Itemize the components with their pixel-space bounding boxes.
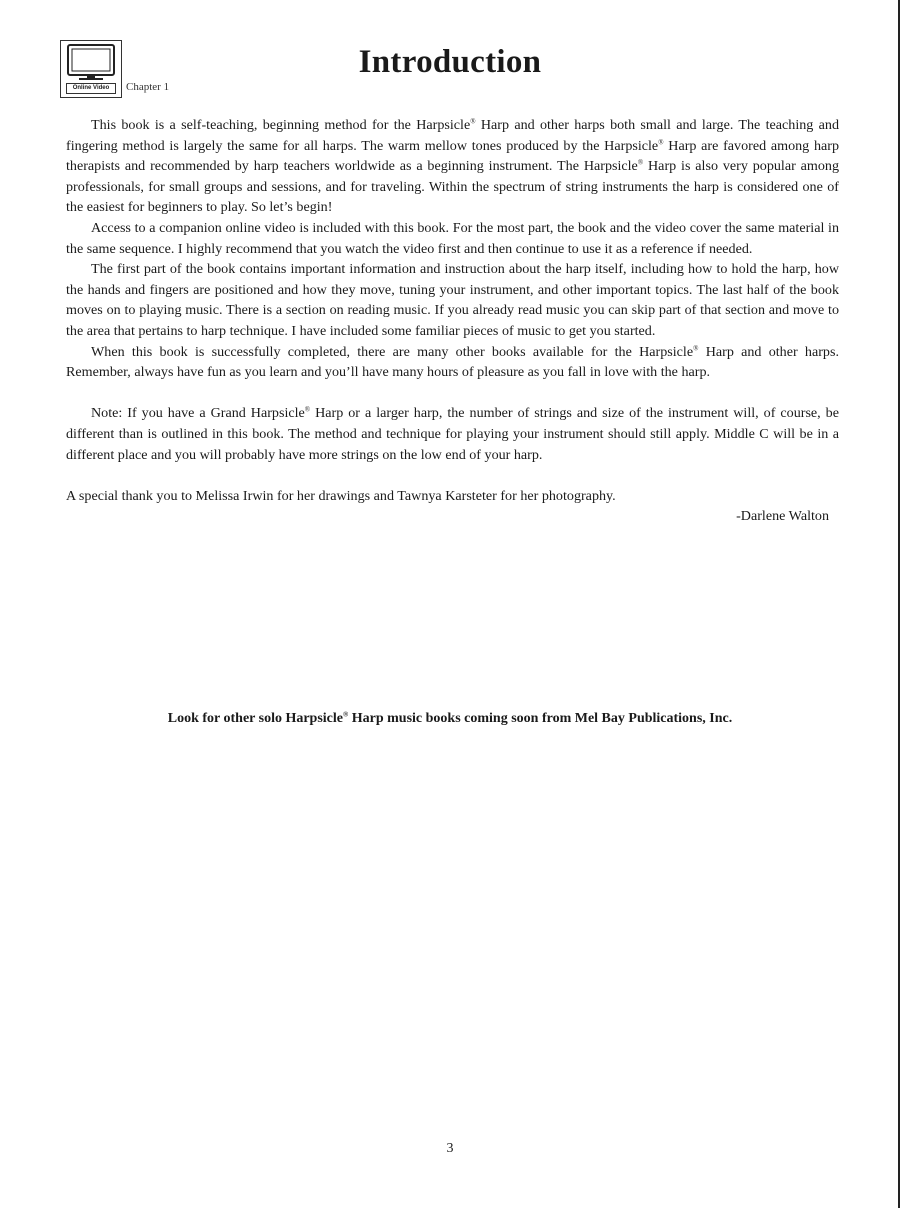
- registered-mark: ®: [693, 343, 699, 352]
- paragraph: When this book is successfully completed, there are many other books available for the Harpsicle® Harp and other harps. Remember, always have fun as you learn and you’ll have many hours of pleasure as you fall in love with the harp.: [66, 343, 839, 381]
- chapter-label: Chapter 1: [126, 81, 170, 93]
- author-signature: -Darlene Walton: [736, 508, 829, 525]
- paragraph: Access to a companion online video is included with this book. For the most part, the book and the video cover the same material in the same sequence. I highly recommend that you watch the video first and then continue to use it as a reference if needed.: [66, 219, 839, 257]
- paragraph: This book is a self-teaching, beginning method for the Harpsicle® Harp and other harps both small and large. The teaching and fingering method is largely the same for all harps. The warm mellow tones produced by the Harpsicle® Harp are favored among harp therapists and recommended by harp teachers worldwide as a beginning instrument. The Harpsicle® Harp is also very popular among professionals, for small groups and sessions, and for traveling. Within the spectrum of string instruments the harp is considered one of the easiest for beginners to play. So let’s begin!: [66, 117, 840, 216]
- promo-note: Look for other solo Harpsicle® Harp music books coming soon from Mel Bay Publications, Inc.: [167, 710, 733, 726]
- registered-mark: ®: [304, 405, 311, 414]
- registered-mark: ®: [470, 117, 476, 126]
- registered-mark: ®: [637, 158, 644, 167]
- page-number: 3: [446, 1141, 454, 1156]
- acknowledgement: A special thank you to Melissa Irwin for her drawings and Tawnya Karsteter for her photography.: [66, 487, 616, 504]
- note-paragraph: Note: If you have a Grand Harpsicle® Harp or a larger harp, the number of strings and size of the instrument will, of course, be different than is outlined in this book. The method and technique for playing your instrument should still apply. Middle C will be in a different place and you will probably have more strings on the low end of your harp.: [66, 405, 839, 463]
- paragraph: The first part of the book contains important information and instruction about the harp itself, including how to hold the harp, how the hands and fingers are positioned and how they move, tuning your instrument, and other important topics. The last half of the book moves on to playing music. There is a section on reading music. If you already read music you can skip part of that section and move to the area that pertains to harp technique. I have included some familiar pieces of music to get you started.: [66, 261, 839, 339]
- registered-mark: ®: [343, 710, 349, 719]
- online-video-label: Online Video: [66, 83, 116, 94]
- registered-mark: ®: [658, 137, 664, 146]
- introduction-body: [66, 115, 839, 527]
- page-title: Introduction: [358, 44, 542, 80]
